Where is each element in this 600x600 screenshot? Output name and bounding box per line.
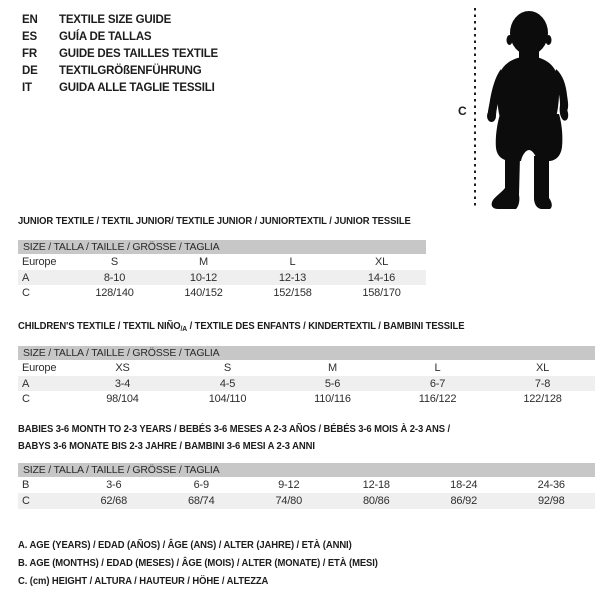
table-cell: 110/116 [314,393,351,405]
table-cell: M [328,362,337,374]
language-list [22,12,218,97]
table-cell: 3-4 [114,377,131,390]
row-label: Europe [22,362,57,374]
table-cell: 68/74 [187,495,215,507]
table-cell: 24-36 [537,479,565,491]
babies-table-header: SIZE / TALLA / TAILLE / GRÖSSE / TAGLIA [18,463,595,477]
table-cell: 14-16 [367,271,396,284]
table-cell: 92/98 [537,495,565,507]
table-cell: 152/158 [273,287,312,299]
row-label: A [22,271,30,284]
table-cell: 18-24 [450,479,478,491]
language-code: EN [22,14,38,26]
table-cell: S [223,362,232,374]
junior-section-title [18,213,454,230]
children-row-age [18,376,595,391]
table-cell: 9-12 [278,479,300,491]
table-cell: 74/80 [275,495,303,507]
children-section-title-text [18,318,464,337]
table-cell: 10-12 [189,271,218,284]
table-cell: M [199,256,208,268]
row-label: C [22,495,30,507]
table-cell: L [434,362,441,374]
table-cell: 62/68 [100,495,128,507]
language-row-es [22,29,218,46]
language-row-en [22,12,218,29]
junior-size-table [18,240,426,301]
language-row-it [22,80,218,97]
language-label: GUIDE DES TAILLES TEXTILE [59,48,218,60]
table-cell: 80/86 [362,495,390,507]
language-code: FR [22,48,37,60]
language-row-de [22,63,218,80]
junior-section-title-text: JUNIOR TEXTILE / TEXTIL JUNIOR/ TEXTILE JUNIOR / JUNIORTEXTIL / JUNIOR TESSILE [18,215,411,227]
table-cell: 6-9 [193,479,209,491]
children-title-sub: /A [180,324,188,333]
language-label: GUIDA ALLE TAGLIE TESSILI [59,82,215,94]
table-cell: XL [374,256,389,268]
language-label: GUÍA DE TALLAS [59,31,152,43]
children-section-title [18,318,514,337]
table-cell: 116/122 [418,393,457,405]
table-cell: 6-7 [429,377,446,390]
table-cell: 3-6 [106,479,122,491]
junior-table-header: SIZE / TALLA / TAILLE / GRÖSSE / TAGLIA [18,240,426,254]
row-label: B [22,479,30,491]
table-cell: 7-8 [534,377,551,390]
children-row-europe [18,360,595,376]
children-table-header: SIZE / TALLA / TAILLE / GRÖSSE / TAGLIA [18,346,595,360]
junior-row-height [18,285,426,301]
table-cell: 8-10 [103,271,126,284]
legend [18,536,418,590]
babies-title-line1: BABIES 3-6 MONTH TO 2-3 YEARS / BEBÉS 3-6 MESES A 2-3 AÑOS / BÉBÉS 3-6 MOIS À 2-3 ANS / [18,423,451,435]
babies-title-line2: BABYS 3-6 MONATE BIS 2-3 JAHRE / BAMBINI 3-6 MESI A 2-3 ANNI [18,440,315,452]
babies-row-height [18,493,595,509]
babies-section-title [18,421,498,455]
babies-size-table [18,463,595,509]
table-cell: 140/152 [184,287,223,299]
table-cell: 4-5 [219,377,236,390]
row-label: C [22,393,30,405]
row-label: Europe [22,256,57,268]
table-cell: L [289,256,296,268]
legend-line-a [18,536,418,554]
legend-line-b-text: B. AGE (MONTHS) / EDAD (MESES) / ÂGE (MOIS) / ALTER (MONATE) / ETÀ (MESI) [18,557,378,569]
language-row-fr [22,46,218,63]
table-cell: 122/128 [523,393,562,405]
junior-row-europe [18,254,426,270]
table-cell: XS [115,362,130,374]
table-cell: 98/104 [106,393,139,405]
babies-row-age [18,477,595,493]
children-title-post: / TEXTILE DES ENFANTS / KINDERTEXTIL / BAMBINI TESSILE [187,320,465,332]
row-label: A [22,377,30,390]
legend-line-a-text: A. AGE (YEARS) / EDAD (AÑOS) / ÂGE (ANS) / ALTER (JAHRE) / ETÀ (ANNI) [18,539,352,551]
language-code: ES [22,31,37,43]
language-code: DE [22,65,38,77]
legend-line-c-text: C. (cm) HEIGHT / ALTURA / HAUTEUR / HÖHE / ALTEZZA [18,575,269,587]
table-cell: 5-6 [324,377,341,390]
language-code: IT [22,82,32,94]
children-title-pre: CHILDREN'S TEXTILE / TEXTIL NIÑO [18,320,181,332]
language-label: TEXTILE SIZE GUIDE [59,14,172,26]
table-cell: 12-18 [362,479,390,491]
table-cell: 12-13 [278,271,307,284]
table-cell: S [110,256,119,268]
table-cell: 104/110 [208,393,247,405]
table-cell: 128/140 [95,287,134,299]
height-measure-dotted-line [474,8,476,208]
table-cell: XL [535,362,550,374]
table-cell: 86/92 [450,495,478,507]
table-cell: 158/170 [362,287,401,299]
legend-line-c [18,572,418,590]
legend-line-b [18,554,418,572]
height-measure-label: C [458,104,467,118]
children-row-height [18,391,595,407]
children-size-table [18,346,595,407]
language-label: TEXTILGRÖßENFÜHRUNG [59,65,202,77]
row-label: C [22,287,30,299]
junior-row-age [18,270,426,285]
baby-silhouette-icon [486,6,576,210]
